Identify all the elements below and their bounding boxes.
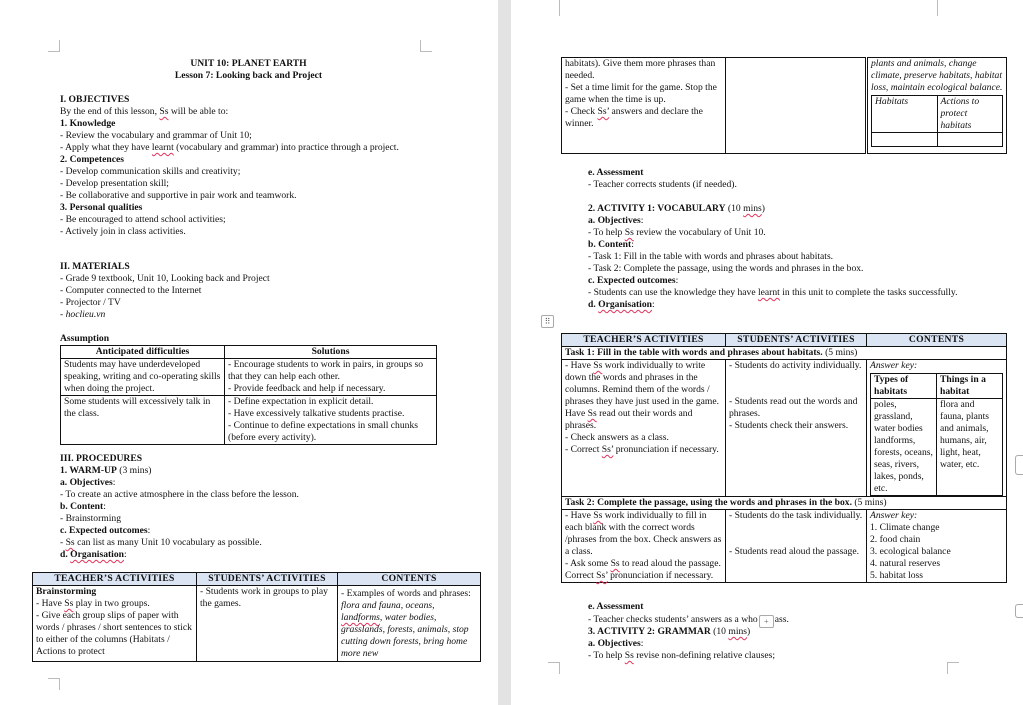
warmup-table-continued: [561, 57, 1007, 154]
text: 3. ACTIVITY 2: GRAMMAR: [588, 626, 711, 637]
table-move-handle-icon[interactable]: ⠿: [541, 315, 554, 328]
text: - Have: [565, 360, 594, 371]
text: [588, 167, 1008, 179]
table-row: [61, 396, 437, 445]
text: - Have: [565, 510, 594, 521]
table-cell: CONTENTS: [338, 573, 481, 586]
table-cell: [871, 374, 937, 399]
text: landforms: [341, 612, 380, 623]
text: - Examples of words and phrases:: [341, 588, 471, 599]
text: [588, 626, 1008, 638]
text: review the vocabulary of Unit 10.: [633, 227, 766, 238]
answer-key-table: [870, 373, 1003, 496]
section-heading: I. OBJECTIVES: [60, 94, 130, 105]
table-cell: [562, 360, 726, 497]
table-cell: STUDENTS’ ACTIVITIES: [197, 573, 338, 586]
text: , water bodies, grasslands, forests, animals, stop cutting down forests, bring home more new: [341, 612, 469, 659]
page-1: [0, 0, 498, 705]
text: Answer key:: [870, 510, 918, 521]
text: pronunciation if necessary.: [613, 444, 719, 455]
table-cell: [33, 586, 197, 662]
materials-section: [60, 261, 440, 345]
table-row: [871, 374, 1003, 399]
table-cell: Some students will excessively talk in the class.: [61, 396, 225, 445]
table-row: [562, 58, 1007, 154]
text: c. Expected outcomes:: [60, 525, 151, 536]
text: [60, 58, 437, 70]
text: - Give each group slips of paper with words / phrases / short sentences to stick to either of the columns (Habitats / Actions to protect: [36, 610, 192, 657]
text: [60, 537, 460, 549]
intro-line: [60, 106, 440, 118]
text: Task 2: Complete the passage, using the words and phrases in the box.: [565, 497, 852, 508]
add-row-icon[interactable]: +: [759, 615, 774, 628]
text: Ss: [593, 510, 603, 521]
table-cell: poles, grassland, water bodies landforms, forests, oceans, seas, rivers, lakes, ponds, etc.: [871, 399, 937, 496]
subheading: 1. Knowledge: [60, 118, 116, 129]
text: Brainstorming: [36, 586, 97, 597]
text: [588, 650, 1008, 662]
text: a. Objectives:: [588, 638, 644, 649]
text: Ss: [587, 408, 597, 419]
task-row: [562, 497, 1007, 510]
text: will be able to:: [168, 106, 229, 117]
bullet: - Be collaborative and supportive in pair work and teamwork.: [60, 190, 297, 201]
table-cell: [726, 510, 867, 583]
text: Ss’: [596, 570, 608, 581]
table-cell: [867, 510, 1007, 583]
text: 2. food chain: [870, 534, 921, 545]
bullet: - Projector / TV: [60, 297, 121, 308]
text: 2. ACTIVITY 1: VOCABULARY: [588, 203, 726, 214]
text: - Teacher checks students’ answers as a who: [588, 614, 758, 625]
text: d.: [60, 549, 71, 560]
text: - Provide feedback and help if necessary.: [228, 383, 386, 394]
text: - To create an active atmosphere in the class before the lesson.: [60, 489, 299, 500]
activity1-section: [588, 167, 1008, 311]
text: (5 mins): [822, 347, 858, 358]
text: plants and animals, change climate, preserve habitats, habitat loss, maintain ecological balance.: [871, 58, 1003, 93]
text: - Brainstorming: [60, 513, 122, 524]
text: Types of habitats: [874, 374, 909, 397]
procedures-section: [60, 453, 460, 561]
page-2: [511, 0, 1023, 705]
table-cell: Habitats: [872, 96, 938, 133]
text: [588, 227, 1008, 239]
activity1-table: [561, 333, 1007, 583]
text: - To help: [588, 227, 625, 238]
table-cell: TEACHER’S ACTIVITIES: [562, 334, 726, 347]
text: Ss: [159, 106, 169, 117]
table-row: [562, 360, 1007, 497]
text: d. Organisation:: [588, 299, 655, 310]
text: - Students read aloud the passage.: [729, 546, 860, 557]
table-cell: [937, 374, 1003, 399]
table-row: [872, 133, 1003, 147]
doc-subtitle: Lesson 7: Looking back and Project: [174, 70, 323, 81]
table-cell: [867, 360, 1007, 497]
warmup-table: [32, 572, 481, 662]
text: a. Objectives:: [588, 215, 644, 226]
table-cell: [562, 58, 726, 154]
section-heading: II. MATERIALS: [60, 261, 130, 272]
text: Task 1: Fill in the table with words and phrases about habitats.: [565, 347, 823, 358]
text: read out their words and phrases.: [565, 408, 693, 431]
text: a. Objectives: [588, 638, 641, 649]
text: revise non-defining relative clauses;: [633, 650, 776, 661]
activity2-section: [588, 601, 1008, 662]
text: [60, 70, 437, 82]
text: - Set a time limit for the game. Stop the game when the time is up.: [565, 82, 717, 105]
text: III. PROCEDURES: [60, 453, 143, 464]
text: Ss: [610, 558, 620, 569]
text: e. Assessment: [588, 167, 644, 178]
text: [33, 573, 481, 662]
text: - Have excessively talkative students practise.: [228, 408, 405, 419]
text: [565, 558, 722, 582]
text: b. Content:: [588, 239, 634, 250]
table-row: [33, 573, 481, 586]
table-cell: [867, 58, 1007, 154]
text: Ss: [624, 650, 634, 661]
text: - Students read out the words and phrases.: [729, 396, 858, 419]
text: - Teacher corrects students (if needed).: [588, 179, 737, 190]
text: [588, 203, 1008, 215]
text: Ss: [593, 360, 603, 371]
bullet: - Be encouraged to attend school activities;: [60, 214, 226, 225]
text: Ss: [64, 598, 74, 609]
text: [36, 598, 193, 610]
text: habitats). Give them more phrases than needed.: [565, 58, 716, 81]
text: - Ask some: [565, 558, 611, 569]
text: Organisation: [598, 299, 652, 310]
text: [588, 601, 1008, 613]
text: flora and fauna, oceans,: [341, 600, 435, 611]
text: mins: [743, 203, 762, 214]
text: [565, 444, 722, 456]
table-cell: CONTENTS: [867, 334, 1007, 347]
margin-mark: [420, 40, 432, 52]
text: - Students can use the knowledge they have: [588, 287, 758, 298]
text: [871, 374, 1003, 496]
objectives-section: [60, 94, 440, 238]
text: in this unit to complete the tasks successfully.: [779, 287, 958, 298]
text: to read aloud the passage. Correct: [565, 558, 721, 581]
text: 5. habitat loss: [870, 570, 924, 581]
table-cell: Students may have underdeveloped speaking, writing and co-operating skills when doing the project.: [61, 359, 225, 396]
text: - Task 1: Fill in the table with words and phrases about habitats.: [588, 251, 834, 262]
text: b. Content: [588, 239, 632, 250]
text: (10: [725, 203, 744, 214]
margin-mark: [947, 662, 959, 674]
lesson-header: [60, 58, 437, 82]
text: e. Assessment: [588, 601, 644, 612]
text: -: [60, 537, 66, 548]
margin-mark: [548, 662, 560, 674]
habitats-inner-table: [871, 95, 1003, 147]
text: ): [761, 203, 765, 214]
text: [872, 96, 1003, 147]
text: [60, 465, 460, 477]
text: Ss: [624, 227, 634, 238]
table-row: [562, 334, 1007, 347]
text: d.: [588, 299, 599, 310]
table-row: [872, 96, 1003, 133]
bullet: [60, 309, 440, 321]
table-row: [562, 510, 1007, 583]
bullet: - Develop presentation skill;: [60, 178, 169, 189]
text: - Encourage students to work in pairs, in groups so that they can help each other.: [228, 359, 424, 382]
text: [60, 333, 440, 345]
bullet: - Grade 9 textbook, Unit 10, Looking back and Project: [60, 273, 270, 284]
text: Things in a habitat: [940, 374, 986, 397]
table-cell: [225, 359, 437, 396]
text: [60, 154, 440, 166]
text: d. Organisation:: [60, 549, 127, 560]
text: Ss’: [597, 106, 610, 117]
table-cell: [726, 58, 867, 154]
subheading: 3. Personal qualities: [60, 202, 143, 213]
margin-mark: [48, 678, 60, 690]
text: [562, 334, 1007, 583]
text: 1. WARM-UP: [60, 465, 117, 476]
table-cell: STUDENTS’ ACTIVITIES: [726, 334, 867, 347]
table-cell: [562, 510, 726, 583]
text: a. Objectives:: [60, 477, 116, 488]
task-row: [562, 347, 1007, 360]
text: c. Expected outcomes: [588, 275, 676, 286]
text: mins: [728, 626, 748, 637]
text: - Have: [36, 598, 65, 609]
assumption-table: [60, 345, 437, 445]
side-expand-handle[interactable]: [1015, 455, 1023, 475]
text: (vocabulary and grammar) into practice through a project.: [173, 142, 399, 153]
table-cell: TEACHER’S ACTIVITIES: [33, 573, 197, 586]
text: [36, 586, 193, 598]
text: [588, 613, 1008, 626]
text: -: [60, 309, 66, 320]
text: Solutions: [311, 346, 350, 357]
bullet: - Develop communication skills and creativity;: [60, 166, 241, 177]
table-cell: [937, 133, 1003, 147]
margin-mark: [937, 0, 949, 16]
table-row: [61, 346, 437, 359]
text: (3 mins): [116, 465, 152, 476]
text: hoclieu.vn: [65, 309, 106, 320]
text: - Continue to define expectations in small chunks (before every activity).: [228, 420, 418, 443]
text: Anticipated difficulties: [95, 346, 190, 357]
text: - Check: [565, 106, 598, 117]
text: [60, 202, 440, 214]
table-row: [61, 359, 437, 396]
text: [562, 58, 1007, 154]
text: - Students do the task individually.: [729, 510, 863, 521]
text: 1. Climate change: [870, 522, 940, 533]
table-cell: [225, 346, 437, 359]
text: [61, 346, 437, 445]
text: can list as many Unit 10 vocabulary as possible.: [74, 537, 262, 548]
doc-title: UNIT 10: PLANET EARTH: [190, 58, 307, 69]
text: [60, 94, 440, 106]
text: pronunciation if necessary.: [607, 570, 714, 581]
text: [60, 118, 440, 130]
subheading: 2. Competences: [60, 154, 124, 165]
text: Ss: [65, 537, 75, 548]
text: (5 mins): [851, 497, 887, 508]
text: b. Content:: [60, 501, 106, 512]
table-cell: [225, 396, 437, 445]
text: work individually to fill in each blank with the correct words /phrases from the box. Check answers as a class.: [565, 510, 722, 557]
bullet: - Computer connected to the Internet: [60, 285, 202, 296]
text: - Correct: [565, 444, 602, 455]
table-cell: flora and fauna, plants and animals, humans, air, light, heat, water, etc.: [937, 399, 1003, 496]
text: work individually to write down the words and phrases in the columns. Remind them of the words / phrases they have just used in the game. Have: [565, 360, 719, 419]
text: [588, 287, 996, 299]
text: - Students do activity individually.: [729, 360, 862, 371]
text: By the end of this lesson,: [60, 106, 160, 117]
margin-mark: [48, 40, 60, 52]
text: (10: [710, 626, 729, 637]
side-handle[interactable]: [1015, 604, 1023, 618]
text: ass.: [774, 614, 789, 625]
table-cell: [61, 346, 225, 359]
table-row: [33, 586, 481, 662]
text: learnt: [757, 287, 780, 298]
table-cell: [726, 360, 867, 497]
text: [565, 106, 722, 130]
text: 3. ecological balance: [870, 546, 951, 557]
text: b. Content: [60, 501, 104, 512]
table-cell: [562, 497, 1007, 510]
table-cell: [338, 586, 481, 662]
text: - Students check their answers.: [729, 420, 849, 431]
table-cell: - Students work in groups to play the games.: [197, 586, 338, 662]
subheading: Assumption: [60, 333, 110, 344]
text: answers and declare the winner.: [565, 106, 703, 129]
margin-mark: [548, 0, 560, 16]
table-row: [871, 399, 1003, 496]
text: Ss’: [601, 444, 614, 455]
table-cell: [562, 347, 1007, 360]
table-cell: Actions to protect habitats: [937, 96, 1003, 133]
text: - Define expectation in explicit detail.: [228, 396, 374, 407]
bullet: - Actively join in class activities.: [60, 226, 186, 237]
text: - Check answers as a class.: [565, 432, 669, 443]
text: Answer key:: [870, 360, 918, 371]
text: [60, 261, 440, 273]
text: Organisation: [70, 549, 124, 560]
bullet: [60, 142, 440, 154]
text: - Task 2: Complete the passage, using the words and phrases in the box.: [588, 263, 864, 274]
text: a. Objectives: [588, 215, 641, 226]
text: c. Expected outcomes: [60, 525, 148, 536]
text: ): [747, 626, 751, 637]
text: play in two groups.: [73, 598, 150, 609]
bullet: - Review the vocabulary and grammar of Unit 10;: [60, 130, 252, 141]
text: learnt: [151, 142, 174, 153]
text: - To help: [588, 650, 625, 661]
text: a. Objectives: [60, 477, 113, 488]
text: [60, 453, 460, 465]
text: - Apply what they have: [60, 142, 152, 153]
table-cell: [872, 133, 938, 147]
text: c. Expected outcomes:: [588, 275, 679, 286]
text: 4. natural reserves: [870, 558, 941, 569]
